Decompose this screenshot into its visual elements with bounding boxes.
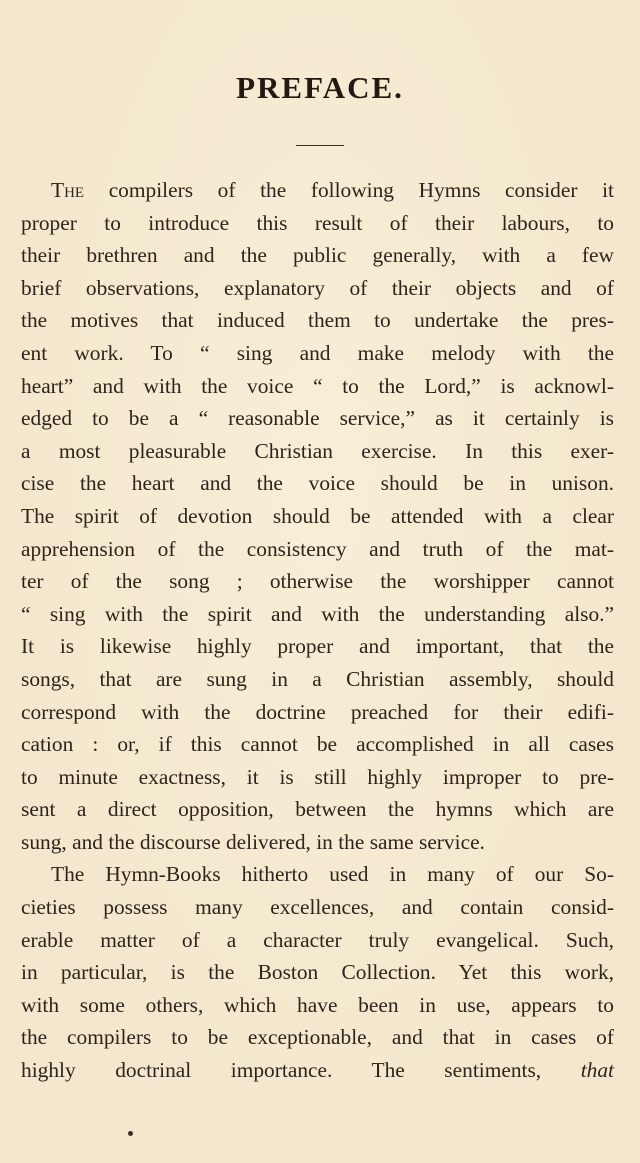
text-line: their brethren and the public generally, with a few bbox=[21, 243, 614, 268]
text-line: apprehension of the consistency and truth of the mat- bbox=[21, 536, 614, 561]
text-line: The spirit of devotion should be attended with a clear bbox=[21, 503, 614, 528]
ink-speck bbox=[128, 1131, 133, 1136]
drop-word: The bbox=[51, 178, 85, 202]
text-line: sent a direct opposition, between the hymns which are bbox=[21, 797, 614, 822]
text-line: cise the heart and the voice should be in unison. bbox=[21, 471, 614, 496]
text-line-content: compilers of the following Hymns consider it bbox=[108, 178, 614, 202]
title-divider bbox=[296, 145, 344, 146]
text-line: sung, and the discourse delivered, in the same service. bbox=[21, 829, 485, 854]
preface-body bbox=[21, 174, 614, 1087]
text-line: proper to introduce this result of their labours, to bbox=[21, 210, 614, 235]
text-line: brief observations, explanatory of their objects and of bbox=[21, 275, 614, 300]
text-line-content: highly doctrinal importance. The sentiments, bbox=[21, 1058, 542, 1083]
text-line: erable matter of a character truly evangelical. Such, bbox=[21, 927, 614, 952]
text-line: heart” and with the voice “ to the Lord,” is acknowl- bbox=[21, 373, 614, 398]
text-line: in particular, is the Boston Collection. Yet this work, bbox=[21, 960, 614, 985]
text-line: the motives that induced them to undertake the pres- bbox=[21, 308, 614, 333]
text-line: “ sing with the spirit and with the understanding also.” bbox=[21, 601, 614, 626]
text-line: songs, that are sung in a Christian assembly, should bbox=[21, 666, 614, 691]
text-line: It is likewise highly proper and important, that the bbox=[21, 634, 614, 659]
text-line bbox=[21, 174, 614, 207]
text-line: with some others, which have been in use, appears to bbox=[21, 992, 614, 1017]
text-line: cieties possess many excellences, and contain consid- bbox=[21, 895, 614, 920]
page-title: PREFACE. bbox=[236, 70, 404, 105]
text-line: the compilers to be exceptionable, and that in cases of bbox=[21, 1025, 614, 1050]
text-line: cation : or, if this cannot be accomplished in all cases bbox=[21, 732, 614, 757]
text-line: a most pleasurable Christian exercise. In this exer- bbox=[21, 438, 614, 463]
text-line: edged to be a “ reasonable service,” as it certainly is bbox=[21, 406, 614, 431]
text-line: ter of the song ; otherwise the worshipper cannot bbox=[21, 569, 614, 594]
text-line: to minute exactness, it is still highly improper to pre- bbox=[21, 764, 614, 789]
text-line bbox=[21, 1054, 614, 1087]
text-line: correspond with the doctrine preached for their edifi- bbox=[21, 699, 614, 724]
text-line: ent work. To “ sing and make melody with the bbox=[21, 340, 614, 365]
text-line: The Hymn-Books hitherto used in many of our So- bbox=[51, 862, 614, 887]
italic-word: that bbox=[580, 1058, 614, 1083]
